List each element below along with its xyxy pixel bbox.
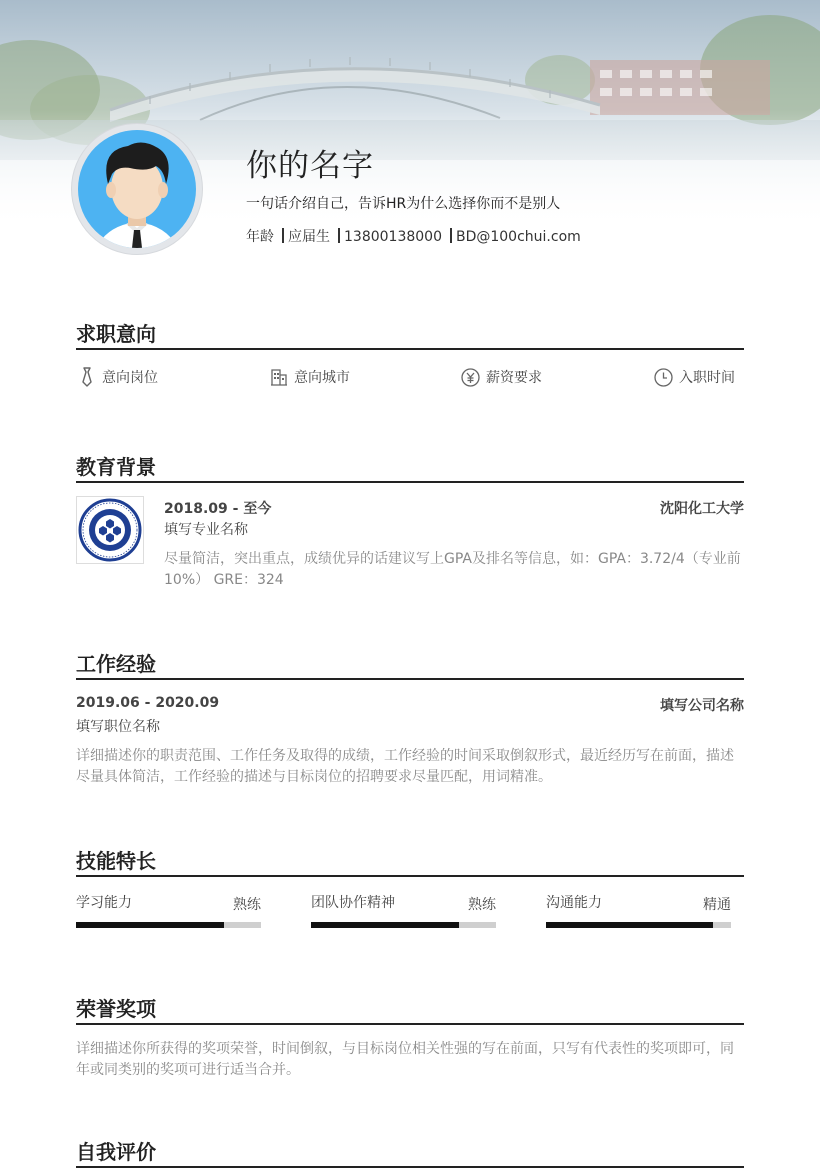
email-field: BD@100chui.com	[455, 229, 581, 245]
section-honors-title	[76, 995, 744, 1025]
intent-label: 意向岗位	[102, 370, 158, 386]
tie-icon	[78, 367, 96, 387]
skill-progress-bar	[546, 922, 731, 928]
section-education-title	[76, 453, 744, 483]
skill-progress-fill	[546, 922, 713, 928]
section-skills-title	[76, 847, 744, 877]
clock-icon	[654, 368, 673, 387]
yen-icon	[461, 368, 480, 387]
section-heading: 教育背景	[76, 455, 156, 479]
intent-salary	[461, 367, 542, 387]
work-description: 详细描述你的职责范围、工作任务及取得的成绩，工作经验的时间采取倒叙形式，最近经历写在前面，描述尽量具体简洁，工作经验的描述与目标岗位的招聘要求尽量匹配，用词精准。	[76, 748, 734, 785]
status-field: 应届生	[288, 229, 330, 245]
intent-position	[78, 367, 158, 387]
section-heading: 求职意向	[76, 322, 156, 346]
skill-level: 熟练	[233, 897, 261, 913]
skill-name: 学习能力	[76, 895, 132, 911]
intent-label: 薪资要求	[486, 370, 542, 386]
phone-field: 13800138000	[344, 229, 442, 245]
skill-progress-bar	[311, 922, 496, 928]
section-heading: 工作经验	[76, 652, 156, 676]
age-field: 年龄	[246, 229, 274, 245]
section-self-eval-title	[76, 1138, 744, 1168]
section-heading: 荣誉奖项	[76, 997, 156, 1021]
intent-start-time	[654, 367, 735, 387]
school-logo	[76, 496, 144, 564]
honors-description: 详细描述你所获得的奖项荣誉，时间倒叙，与目标岗位相关性强的写在前面，只写有代表性的奖项即可，同年或同类别的奖项可进行适当合并。	[76, 1041, 734, 1078]
intent-city	[270, 367, 350, 387]
intent-label: 意向城市	[294, 370, 350, 386]
contact-line	[246, 226, 581, 246]
company-name: 填写公司名称	[660, 698, 744, 714]
position-name: 填写职位名称	[76, 719, 160, 735]
avatar	[72, 124, 202, 254]
school-name: 沈阳化工大学	[660, 501, 744, 517]
divider	[282, 228, 284, 243]
education-date: 2018.09 - 至今	[164, 501, 272, 517]
tagline: 一句话介绍自己，告诉HR为什么选择你而不是别人	[246, 196, 561, 212]
divider	[450, 228, 452, 243]
skill-name: 团队协作精神	[311, 895, 395, 911]
skill-progress-fill	[76, 922, 224, 928]
avatar-illustration	[78, 130, 196, 248]
intent-label: 入职时间	[679, 370, 735, 386]
skill-progress-bar	[76, 922, 261, 928]
skill-level: 精通	[703, 897, 731, 913]
skill-level: 熟练	[468, 897, 496, 913]
skill-name: 沟通能力	[546, 895, 602, 911]
section-intent-title	[76, 320, 744, 350]
work-date: 2019.06 - 2020.09	[76, 695, 220, 711]
skill-progress-fill	[311, 922, 459, 928]
section-heading: 自我评价	[76, 1140, 156, 1164]
building-icon	[270, 368, 288, 386]
major-name: 填写专业名称	[164, 522, 248, 538]
education-description: 尽量简洁，突出重点，成绩优异的话建议写上GPA及排名等信息，如：GPA：3.72/4（专业前10%） GRE：324	[164, 551, 741, 588]
section-heading: 技能特长	[76, 849, 156, 873]
divider	[338, 228, 340, 243]
school-emblem-icon	[77, 497, 143, 563]
section-work-title	[76, 650, 744, 680]
candidate-name: 你的名字	[246, 148, 374, 184]
